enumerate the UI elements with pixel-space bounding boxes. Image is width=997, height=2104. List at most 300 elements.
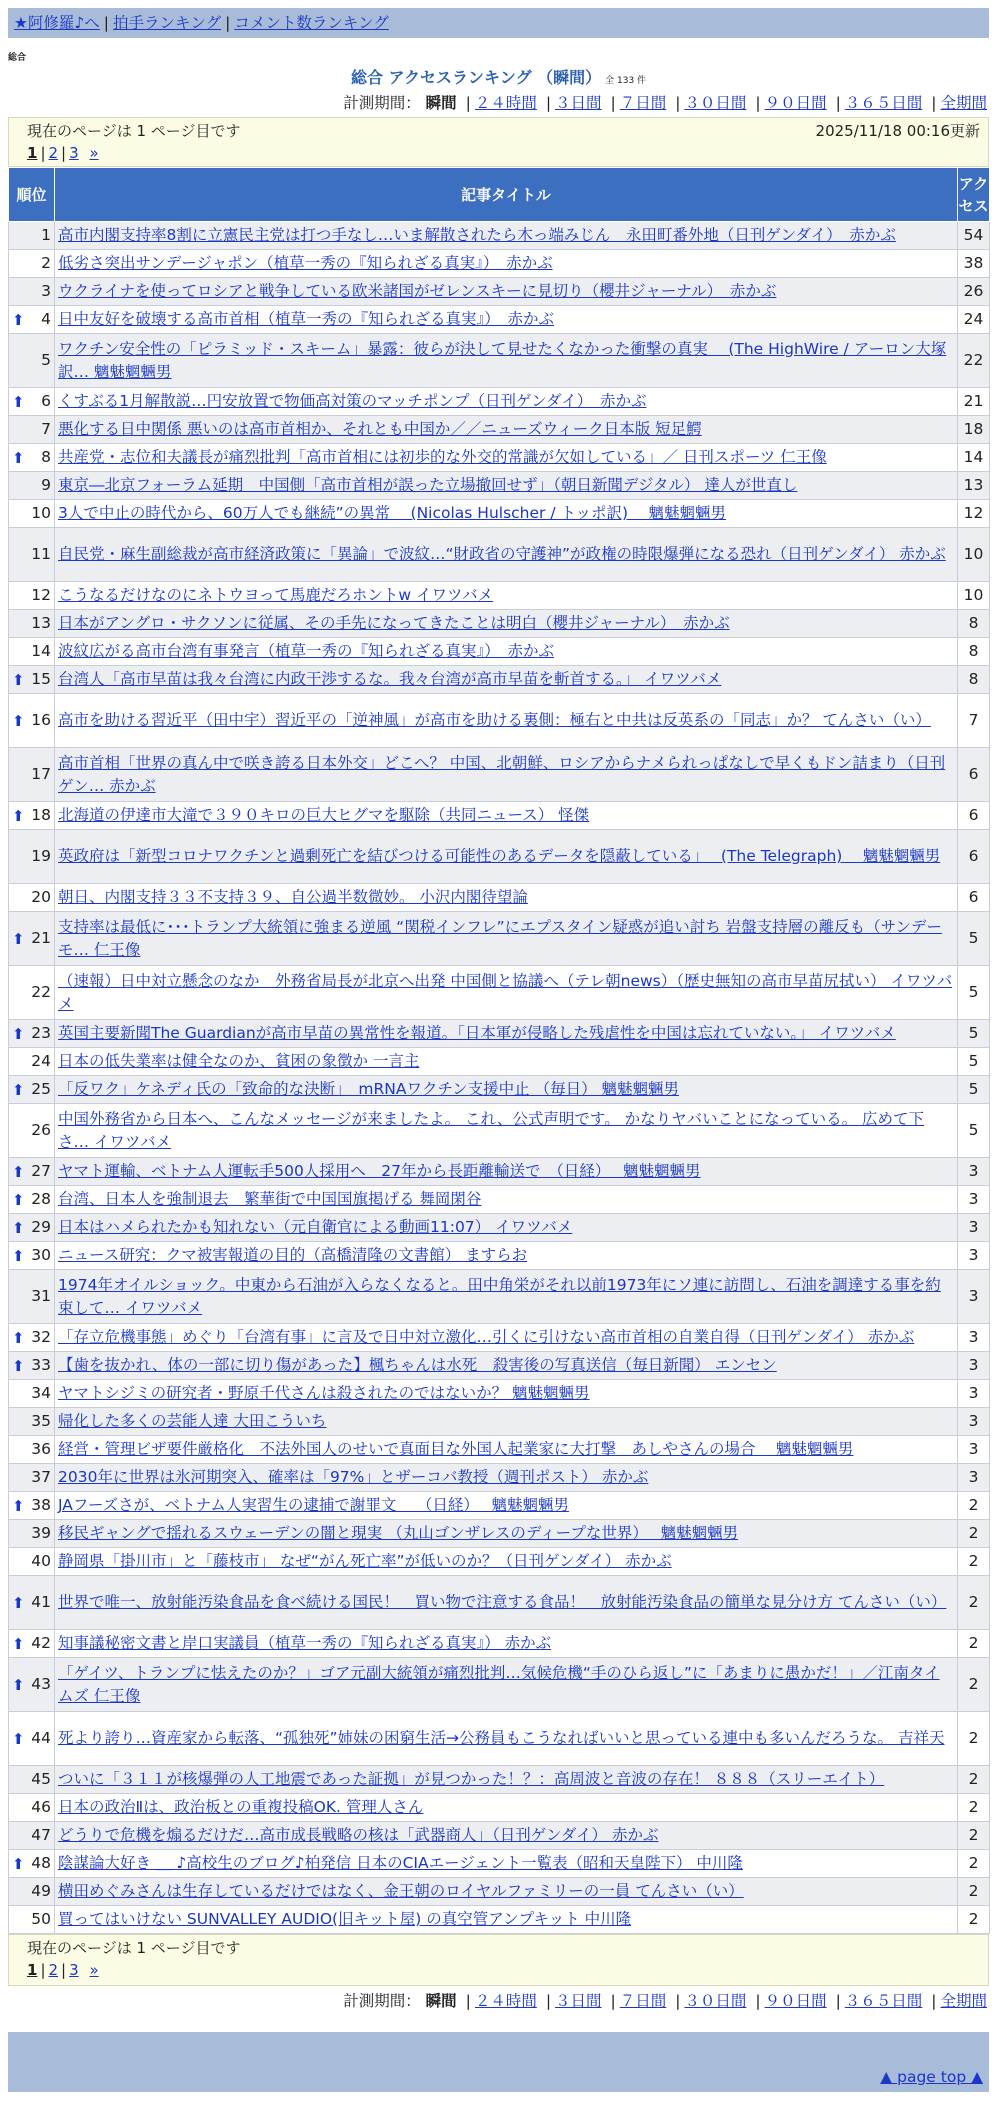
ranking-table-body xyxy=(9,222,990,1934)
title-cell xyxy=(55,1242,958,1270)
rank-cell xyxy=(9,582,55,610)
period-365d-link[interactable]: ３６５日間 xyxy=(844,94,923,112)
access-count: 13 xyxy=(958,472,990,500)
up-arrow-icon: ⬆ xyxy=(12,1593,25,1612)
up-arrow-icon: ⬆ xyxy=(12,1246,25,1265)
article-title-link[interactable]: 移民ギャングで揺れるスウェーデンの闇と現実 （丸山ゴンザレスのディープな世界） 魑魅魍魎男 xyxy=(58,1524,739,1542)
article-title-link[interactable]: くすぶる1月解散説…円安放置で物価高対策のマッチポンプ（日刊ゲンダイ） 赤かぶ xyxy=(58,392,647,410)
rank-number: 32 xyxy=(31,1328,51,1346)
rank-number: 10 xyxy=(31,504,51,522)
article-title-link[interactable]: 悪化する日中関係 悪いのは高市首相か、それとも中国か／／ニューズウィーク日本版 短足鰐 xyxy=(58,420,702,438)
table-row xyxy=(9,1548,990,1576)
rank-number: 30 xyxy=(31,1246,51,1264)
article-title-link[interactable]: 静岡県「掛川市」と「藤枝市」 なぜ“がん死亡率”が低いのか？（日刊ゲンダイ） 赤かぶ xyxy=(58,1552,672,1570)
rank-number: 12 xyxy=(31,586,51,604)
rank-cell xyxy=(9,610,55,638)
title-cell xyxy=(55,500,958,528)
period-24h-link[interactable]: ２４時間 xyxy=(474,1992,537,2010)
table-row xyxy=(9,1408,990,1436)
article-title-link[interactable]: 低劣さ突出サンデージャポン（植草一秀の『知られざる真実』） 赤かぶ xyxy=(58,254,553,272)
access-count: 3 xyxy=(958,1186,990,1214)
rank-number: 36 xyxy=(31,1440,51,1458)
rank-cell xyxy=(9,388,55,416)
rank-cell xyxy=(9,1104,55,1158)
access-count: 22 xyxy=(958,334,990,388)
rank-cell xyxy=(9,666,55,694)
rank-number: 17 xyxy=(31,765,51,783)
article-title-link[interactable]: 自民党・麻生副総裁が高市経済政策に「異論」で波紋…“財政省の守護神”が政権の時限爆弾になる恐れ（日刊ゲンダイ） 赤かぶ xyxy=(58,545,946,563)
table-row xyxy=(9,416,990,444)
title-cell xyxy=(55,1794,958,1822)
rank-cell xyxy=(9,748,55,802)
table-row xyxy=(9,610,990,638)
table-row xyxy=(9,1850,990,1878)
rank-number: 27 xyxy=(31,1162,51,1180)
up-arrow-icon: ⬆ xyxy=(12,392,25,411)
ranking-table xyxy=(8,167,990,1934)
period-90d-link[interactable]: ９０日間 xyxy=(764,94,827,112)
access-count: 6 xyxy=(958,884,990,912)
access-count: 26 xyxy=(958,278,990,306)
table-row xyxy=(9,1906,990,1934)
title-cell xyxy=(55,912,958,966)
article-title-link[interactable]: 死より誇り…資産家から転落、“孤独死”姉妹の困窮生活→公務員もこうなればいいと思っている連中も多いんだろうな。 吉祥天 xyxy=(58,1729,945,1747)
rank-cell xyxy=(9,1242,55,1270)
period-3d-link[interactable]: ３日間 xyxy=(555,1992,602,2010)
rank-cell xyxy=(9,966,55,1020)
up-arrow-icon: ⬆ xyxy=(12,1080,25,1099)
rank-number: 31 xyxy=(31,1287,51,1305)
access-count: 2 xyxy=(958,1712,990,1766)
title-cell xyxy=(55,1214,958,1242)
table-row xyxy=(9,472,990,500)
article-title-link[interactable]: 知事議秘密文書と岸口実議員（植草一秀の『知られざる真実』） 赤かぶ xyxy=(58,1634,552,1652)
home-link[interactable]: ★阿修羅♪へ xyxy=(14,14,100,32)
rank-cell xyxy=(9,1436,55,1464)
article-title-link[interactable]: 3人で中止の時代から、60万人でも継続”の異常 (Nicolas Hulscher / トッポ訳) 魑魅魍魎男 xyxy=(58,504,727,522)
title-cell xyxy=(55,966,958,1020)
rank-cell xyxy=(9,1520,55,1548)
title-cell xyxy=(55,1548,958,1576)
article-title-link[interactable]: 高市を助ける習近平（田中宇）習近平の「逆神風」が高市を助ける裏側：極右と中共は反英系の「同志」か？ てんさい（い） xyxy=(58,711,931,729)
rank-cell xyxy=(9,1020,55,1048)
rank-number: 5 xyxy=(41,351,51,369)
title-cell xyxy=(55,1712,958,1766)
up-arrow-icon: ⬆ xyxy=(12,1328,25,1347)
access-count: 2 xyxy=(958,1794,990,1822)
article-title-link[interactable]: 英国主要新聞The Guardianが高市早苗の異常性を報道。「日本軍が侵略した残虐性を中国は忘れていない。」 イワツバメ xyxy=(58,1024,896,1042)
rank-number: 21 xyxy=(31,929,51,947)
title-cell xyxy=(55,1520,958,1548)
up-arrow-icon: ⬆ xyxy=(12,1729,25,1748)
access-count: 5 xyxy=(958,1048,990,1076)
table-row xyxy=(9,222,990,250)
title-cell xyxy=(55,1436,958,1464)
rank-cell xyxy=(9,416,55,444)
up-arrow-icon: ⬆ xyxy=(12,1024,25,1043)
rank-cell xyxy=(9,472,55,500)
up-arrow-icon: ⬆ xyxy=(12,670,25,689)
pager-page-2[interactable]: 2 xyxy=(48,1961,59,1979)
rank-number: 9 xyxy=(41,476,51,494)
article-title-link[interactable]: 日本がアングロ・サクソンに従属、その手先になってきたことは明白（櫻井ジャーナル） 赤かぶ xyxy=(58,614,730,632)
article-title-link[interactable]: ヤマトシジミの研究者・野原千代さんは殺されたのではないか？ 魑魅魍魎男 xyxy=(58,1384,590,1402)
period-30d-link[interactable]: ３０日間 xyxy=(684,94,747,112)
rank-number: 40 xyxy=(31,1552,51,1570)
access-count: 3 xyxy=(958,1436,990,1464)
article-title-link[interactable]: 日中友好を破壊する高市首相（植草一秀の『知られざる真実』） 赤かぶ xyxy=(58,310,555,328)
access-count: 8 xyxy=(958,666,990,694)
title-cell xyxy=(55,1878,958,1906)
access-header: アクセス xyxy=(958,168,990,222)
period-all-link[interactable]: 全期間 xyxy=(940,1992,987,2010)
rank-number: 18 xyxy=(31,806,51,824)
article-title-link[interactable]: 「存立危機事態」めぐり「台湾有事」に言及で日中対立激化…引くに引けない高市首相の自業自得（日刊ゲンダイ） 赤かぶ xyxy=(58,1328,915,1346)
article-title-link[interactable]: 高市首相「世界の真ん中で咲き誇る日本外交」どこへ？ 中国、北朝鮮、ロシアからナメられっぱなしで早くもドン詰まり（日刊ゲン… 赤かぶ xyxy=(58,753,946,795)
access-count: 2 xyxy=(958,1766,990,1794)
title-cell xyxy=(55,1576,958,1630)
table-row xyxy=(9,1766,990,1794)
access-count: 5 xyxy=(958,912,990,966)
period-label: 計測期間： xyxy=(343,1992,421,2010)
up-arrow-icon: ⬆ xyxy=(12,1496,25,1515)
rank-cell xyxy=(9,306,55,334)
access-count: 2 xyxy=(958,1850,990,1878)
rank-number: 39 xyxy=(31,1524,51,1542)
up-arrow-icon: ⬆ xyxy=(12,1854,25,1873)
table-row xyxy=(9,1352,990,1380)
pager-current: 1 xyxy=(27,1961,38,1979)
bottom-bar xyxy=(8,2032,989,2062)
up-arrow-icon: ⬆ xyxy=(12,1190,25,1209)
rank-number: 13 xyxy=(31,614,51,632)
article-title-link[interactable]: 日本の低失業率は健全なのか、貧困の象徴か 一言主 xyxy=(58,1052,420,1070)
access-count: 38 xyxy=(958,250,990,278)
updated-timestamp: 2025/11/18 00:16更新 xyxy=(815,122,980,140)
article-title-link[interactable]: 1974年オイルショック。中東から石油が入らなくなると。田中角栄がそれ以前1973年にソ連に訪問し、石油を調達する事を約束して… イワツバメ xyxy=(58,1275,941,1317)
page-status: 現在のページは 1 ページ目です xyxy=(27,122,241,140)
title-cell xyxy=(55,416,958,444)
table-row xyxy=(9,1822,990,1850)
rank-number: 11 xyxy=(31,545,51,563)
rank-cell xyxy=(9,250,55,278)
period-all-link[interactable]: 全期間 xyxy=(940,94,987,112)
up-arrow-icon: ⬆ xyxy=(12,1675,25,1694)
title-cell xyxy=(55,610,958,638)
article-title-link[interactable]: 2030年に世界は氷河期突入、確率は「97%」とザーコバ教授（週刊ポスト） 赤かぶ xyxy=(58,1468,649,1486)
rank-number: 7 xyxy=(41,420,51,438)
period-7d-link[interactable]: ７日間 xyxy=(619,1992,667,2010)
access-count: 8 xyxy=(958,638,990,666)
title-cell xyxy=(55,472,958,500)
article-title-link[interactable]: 「反ワク」ケネディ氏の「致命的な決断」 mRNAワクチン支援中止 （毎日） 魑魅魍魎男 xyxy=(58,1080,680,1098)
table-row xyxy=(9,1270,990,1324)
title-cell xyxy=(55,1630,958,1658)
article-title-link[interactable]: ついに「３１１が核爆弾の人工地震であった証拠」が見つかった！？：高周波と音波の存在！ ８８８（スリーエイト） xyxy=(58,1770,885,1788)
rank-number: 26 xyxy=(31,1121,51,1139)
comment-ranking-link[interactable]: コメント数ランキング xyxy=(234,14,389,32)
rank-number: 47 xyxy=(31,1826,51,1844)
title-cell xyxy=(55,694,958,748)
period-7d-link[interactable]: ７日間 xyxy=(619,94,667,112)
access-count: 3 xyxy=(958,1352,990,1380)
title-cell xyxy=(55,1158,958,1186)
access-count: 2 xyxy=(958,1878,990,1906)
rank-number: 43 xyxy=(31,1675,51,1693)
pager-page-3[interactable]: 3 xyxy=(69,144,79,162)
rank-cell xyxy=(9,500,55,528)
applause-ranking-link[interactable]: 拍手ランキング xyxy=(113,14,222,32)
title-cell xyxy=(55,334,958,388)
rank-number: 23 xyxy=(31,1024,51,1042)
access-count: 2 xyxy=(958,1658,990,1712)
article-title-link[interactable]: ワクチン安全性の「ピラミッド・スキーム」暴露：彼らが決して見せたくなかった衝撃の真実 (The HighWire / アーロン大塚訳… 魑魅魍魎男 xyxy=(58,339,947,381)
access-count: 6 xyxy=(958,830,990,884)
access-count: 2 xyxy=(958,1520,990,1548)
period-3d-link[interactable]: ３日間 xyxy=(555,94,602,112)
table-row xyxy=(9,278,990,306)
article-title-link[interactable]: （速報）日中対立懸念のなか 外務省局長が北京へ出発 中国側と協議へ（テレ朝news）（歴史無知の高市早苗尻拭い） イワツバメ xyxy=(58,971,953,1013)
access-count: 6 xyxy=(958,748,990,802)
access-count: 2 xyxy=(958,1906,990,1934)
up-arrow-icon: ⬆ xyxy=(12,806,25,825)
period-24h-link[interactable]: ２４時間 xyxy=(474,94,537,112)
table-row xyxy=(9,306,990,334)
title-header: 記事タイトル xyxy=(55,168,958,222)
total-count: 全 133 件 xyxy=(605,76,647,86)
table-row xyxy=(9,1214,990,1242)
rank-cell xyxy=(9,1766,55,1794)
pager-page-2[interactable]: 2 xyxy=(48,144,59,162)
rank-cell xyxy=(9,694,55,748)
up-arrow-icon: ⬆ xyxy=(12,1356,25,1375)
article-title-link[interactable]: 「ゲイツ、トランプに怯えたのか？」ゴア元副大統領が痛烈批判…気候危機“手のひら返し”に「あまりに愚かだ！」／江南タイムズ 仁王像 xyxy=(58,1663,940,1705)
title-cell xyxy=(55,1020,958,1048)
title-cell xyxy=(55,802,958,830)
access-count: 2 xyxy=(958,1822,990,1850)
pager-next[interactable]: » xyxy=(89,1961,99,1979)
table-row xyxy=(9,1104,990,1158)
article-title-link[interactable]: 支持率は最低に･･･トランプ大統領に強まる逆風 “関税インフレ”にエプスタイン疑惑が追い討ち 岩盤支持層の離反も（サンデーモ… 仁王像 xyxy=(58,917,942,959)
rank-cell xyxy=(9,1380,55,1408)
access-count: 3 xyxy=(958,1324,990,1352)
table-row xyxy=(9,250,990,278)
article-title-link[interactable]: 日本の政治Ⅱは、政治板との重複投稿OK. 管理人さん xyxy=(58,1798,424,1816)
rank-cell xyxy=(9,1408,55,1436)
rank-cell xyxy=(9,638,55,666)
access-count: 6 xyxy=(958,802,990,830)
period-selector-top: 計測期間： 瞬間 | ２４時間 | ３日間 | ７日間 | ３０日間 | ９０日間 | ３６５日間 | 全期間 xyxy=(343,94,987,112)
table-row xyxy=(9,1576,990,1630)
title-cell xyxy=(55,1822,958,1850)
title-cell xyxy=(55,1492,958,1520)
up-arrow-icon: ⬆ xyxy=(12,1162,25,1181)
article-title-link[interactable]: 朝日、内閣支持３３不支持３９、自公過半数微妙。 小沢内閣待望論 xyxy=(58,888,528,906)
rank-number: 6 xyxy=(41,392,51,410)
page-status-bottom: 現在のページは 1 ページ目です xyxy=(27,1939,241,1957)
period-selector-bottom: 計測期間： 瞬間 | ２４時間 | ３日間 | ７日間 | ３０日間 | ９０日間 | ３６５日間 | 全期間 xyxy=(343,1992,987,2010)
rank-cell xyxy=(9,1270,55,1324)
title-cell xyxy=(55,666,958,694)
rank-number: 3 xyxy=(41,282,51,300)
rank-cell xyxy=(9,830,55,884)
article-title-link[interactable]: 台湾人「高市早苗は我々台湾に内政干渉するな。我々台湾が高市早苗を斬首する。」 イワツバメ xyxy=(58,670,722,688)
table-row xyxy=(9,884,990,912)
article-title-link[interactable]: 北海道の伊達市大滝で３９０キロの巨大ヒグマを駆除（共同ニュース） 怪傑 xyxy=(58,806,590,824)
table-row xyxy=(9,1492,990,1520)
rank-number: 14 xyxy=(31,642,51,660)
rank-cell xyxy=(9,528,55,582)
access-count: 5 xyxy=(958,966,990,1020)
page-top-bar xyxy=(8,2062,989,2092)
table-row xyxy=(9,966,990,1020)
rank-cell xyxy=(9,1576,55,1630)
article-title-link[interactable]: 【歯を抜かれ、体の一部に切り傷があった】楓ちゃんは水死 殺害後の写真送信（毎日新聞） エンセン xyxy=(58,1356,777,1374)
title-cell xyxy=(55,444,958,472)
access-count: 2 xyxy=(958,1630,990,1658)
rank-cell xyxy=(9,1076,55,1104)
table-row xyxy=(9,1712,990,1766)
article-title-link[interactable]: 中国外務省から日本へ、こんなメッセージが来ましたよ。 これ、公式声明です。 かなりヤバいことになっている。 広めて下さ… イワツバメ xyxy=(58,1109,925,1151)
table-row xyxy=(9,830,990,884)
up-arrow-icon: ⬆ xyxy=(12,1218,25,1237)
access-count: 21 xyxy=(958,388,990,416)
title-cell xyxy=(55,1076,958,1104)
rank-number: 41 xyxy=(31,1593,51,1611)
pager-current: 1 xyxy=(27,144,38,162)
rank-cell xyxy=(9,334,55,388)
table-row xyxy=(9,912,990,966)
rank-number: 35 xyxy=(31,1412,51,1430)
access-count: 54 xyxy=(958,222,990,250)
access-count: 3 xyxy=(958,1242,990,1270)
table-row xyxy=(9,1324,990,1352)
page-title: 総合 アクセスランキング （瞬間） xyxy=(350,68,602,87)
period-365d-link[interactable]: ３６５日間 xyxy=(844,1992,923,2010)
article-title-link[interactable]: 経営・管理ビザ要件厳格化 不法外国人のせいで真面目な外国人起業家に大打撃 あしやさんの場合 魑魅魍魎男 xyxy=(58,1440,854,1458)
article-title-link[interactable]: 高市内閣支持率8割に立憲民主党は打つ手なし…いま解散されたら木っ端みじん 永田町番外地（日刊ゲンダイ） 赤かぶ xyxy=(58,226,896,244)
access-count: 3 xyxy=(958,1464,990,1492)
article-title-link[interactable]: 英政府は「新型コロナワクチンと過剰死亡を結びつける可能性のあるデータを隠蔽している」 (The Telegraph) 魑魅魍魎男 xyxy=(58,847,941,865)
rank-cell xyxy=(9,1464,55,1492)
nav-separator: | xyxy=(103,14,110,32)
table-row xyxy=(9,1186,990,1214)
up-arrow-icon: ⬆ xyxy=(12,448,25,467)
table-row xyxy=(9,638,990,666)
article-title-link[interactable]: 共産党・志位和夫議長が痛烈批判「高市首相には初歩的な外交的常識が欠如している」／ 日刊スポーツ 仁王像 xyxy=(58,448,827,466)
article-title-link[interactable]: 世界で唯一、放射能汚染食品を食べ続ける国民！ 買い物で注意する食品！ 放射能汚染食品の簡単な見分け方 てんさい（い） xyxy=(58,1593,947,1611)
title-cell xyxy=(55,222,958,250)
rank-cell xyxy=(9,1158,55,1186)
table-row xyxy=(9,1520,990,1548)
article-title-link[interactable]: 買ってはいけない SUNVALLEY AUDIO(旧キット屋) の真空管アンプキット 中川隆 xyxy=(58,1910,632,1928)
rank-cell xyxy=(9,1878,55,1906)
period-30d-link[interactable]: ３０日間 xyxy=(684,1992,747,2010)
period-90d-link[interactable]: ９０日間 xyxy=(764,1992,827,2010)
period-current: 瞬間 xyxy=(425,94,457,112)
rank-number: 19 xyxy=(31,847,51,865)
rank-number: 20 xyxy=(31,888,51,906)
rank-number: 38 xyxy=(31,1496,51,1514)
rank-number: 8 xyxy=(41,448,51,466)
article-title-link[interactable]: ウクライナを使ってロシアと戦争している欧米諸国がゼレンスキーに見切り（櫻井ジャーナル） 赤かぶ xyxy=(58,282,777,300)
rank-cell xyxy=(9,1712,55,1766)
table-row xyxy=(9,388,990,416)
rank-cell xyxy=(9,1548,55,1576)
title-cell xyxy=(55,1408,958,1436)
table-row xyxy=(9,694,990,748)
table-row xyxy=(9,1242,990,1270)
table-row xyxy=(9,1020,990,1048)
article-title-link[interactable]: 横田めぐみさんは生存しているだけではなく、金王朝のロイヤルファミリーの一員 てんさい（い） xyxy=(58,1882,744,1900)
article-title-link[interactable]: 帰化した多くの芸能人達 大田こういち xyxy=(58,1412,327,1430)
article-title-link[interactable]: ヤマト運輸、ベトナム人運転手500人採用へ 27年から長距離輸送で （日経） 魑魅魍魎男 xyxy=(58,1162,701,1180)
article-title-link[interactable]: どうりで危機を煽るだけだ…高市成長戦略の核は「武器商人」（日刊ゲンダイ） 赤かぶ xyxy=(58,1826,659,1844)
access-count: 24 xyxy=(958,306,990,334)
title-cell xyxy=(55,1048,958,1076)
article-title-link[interactable]: 台湾、日本人を強制退去 繁華街で中国国旗掲げる 舞岡閑谷 xyxy=(58,1190,482,1208)
rank-cell xyxy=(9,912,55,966)
rank-cell xyxy=(9,1324,55,1352)
rank-number: 24 xyxy=(31,1052,51,1070)
section-label: 総合 xyxy=(8,53,27,63)
pager-next[interactable]: » xyxy=(89,144,99,162)
title-cell xyxy=(55,582,958,610)
access-count: 3 xyxy=(958,1380,990,1408)
article-title-link[interactable]: こうなるだけなのにネトウヨって馬鹿だろホントw イワツバメ xyxy=(58,586,494,604)
table-row xyxy=(9,1794,990,1822)
rank-cell xyxy=(9,1214,55,1242)
article-title-link[interactable]: 陰謀論大好き ＿ ♪高校生のブログ♪柏発信 日本のCIAエージェント一覧表（昭和天皇陛下） 中川隆 xyxy=(58,1854,743,1872)
table-row xyxy=(9,444,990,472)
article-title-link[interactable]: 東京―北京フォーラム延期 中国側「高市首相が誤った立場撤回せず」（朝日新聞デジタル） 達人が世直し xyxy=(58,476,798,494)
title-cell xyxy=(55,748,958,802)
table-row xyxy=(9,582,990,610)
rank-number: 15 xyxy=(31,670,51,688)
access-count: 2 xyxy=(958,1492,990,1520)
access-count: 12 xyxy=(958,500,990,528)
pager-page-3[interactable]: 3 xyxy=(69,1961,79,1979)
table-row xyxy=(9,1048,990,1076)
rank-number: 33 xyxy=(31,1356,51,1374)
rank-number: 29 xyxy=(31,1218,51,1236)
title-cell xyxy=(55,1324,958,1352)
rank-number: 16 xyxy=(31,711,51,729)
article-title-link[interactable]: 波紋広がる高市台湾有事発言（植草一秀の『知られざる真実』） 赤かぶ xyxy=(58,642,555,660)
article-title-link[interactable]: 日本はハメられたかも知れない（元自衛官による動画11:07） イワツバメ xyxy=(58,1218,573,1236)
page-info-top xyxy=(8,117,989,167)
rank-cell xyxy=(9,1048,55,1076)
table-row xyxy=(9,802,990,830)
rank-header: 順位 xyxy=(9,168,55,222)
title-cell xyxy=(55,1186,958,1214)
rank-cell xyxy=(9,1822,55,1850)
rank-cell xyxy=(9,1630,55,1658)
table-row xyxy=(9,1464,990,1492)
article-title-link[interactable]: ニュース研究：クマ被害報道の目的（高橋清隆の文書館） ますらお xyxy=(58,1246,528,1264)
rank-cell xyxy=(9,802,55,830)
title-cell xyxy=(55,1766,958,1794)
table-row xyxy=(9,528,990,582)
title-cell xyxy=(55,1104,958,1158)
rank-number: 34 xyxy=(31,1384,51,1402)
title-cell xyxy=(55,638,958,666)
table-row xyxy=(9,748,990,802)
rank-cell xyxy=(9,1658,55,1712)
page-top-link[interactable]: ▲ page top ▲ xyxy=(880,2068,983,2086)
table-row xyxy=(9,1380,990,1408)
article-title-link[interactable]: JAフーズさが、ベトナム人実習生の逮捕で謝罪文 （日経） 魑魅魍魎男 xyxy=(58,1496,569,1514)
